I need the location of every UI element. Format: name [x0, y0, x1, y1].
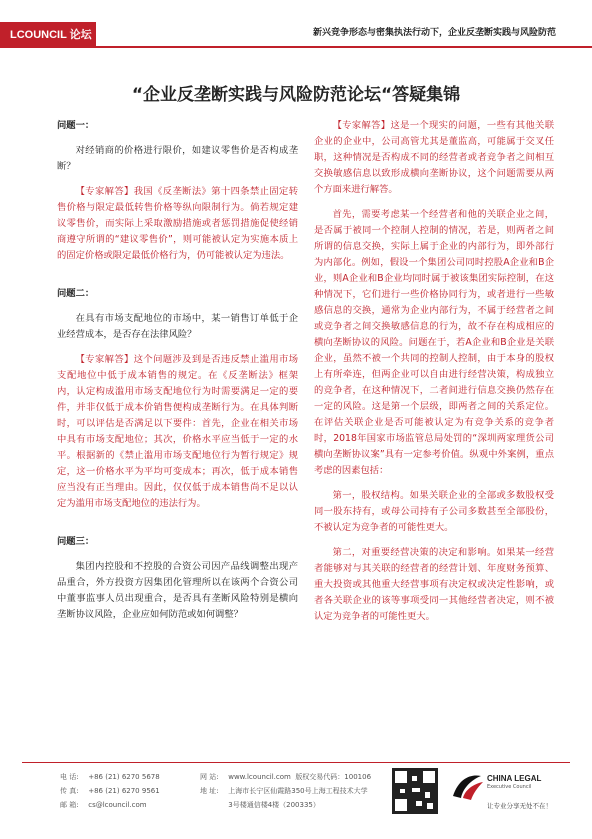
- question-3-label: 问题三：: [57, 536, 95, 547]
- page-footer: [0, 762, 592, 839]
- footer-rule: [22, 762, 570, 763]
- answer-3-paragraph-1: 【专家解答】这是一个现实的问题，一些有其他关联企业的企业中，公司高管尤其是董监高，可能属于交叉任职，这种情况是否构成不同的经营者或者竞争者之间相互交换敏感信息以致形成横向垄断协议，这个问题需要从两个方面来进行解答。: [314, 120, 554, 195]
- left-column: [57, 118, 298, 623]
- question-2-label: 问题二：: [57, 288, 95, 299]
- email-label: 邮 箱:: [60, 801, 79, 809]
- address-label: 地 址:: [200, 787, 219, 795]
- email-link[interactable]: cs@lcouncil.com: [88, 801, 147, 809]
- footer-address: [200, 770, 371, 812]
- footer-contacts: [60, 770, 160, 812]
- logo-text: CHINA LEGAL: [487, 774, 542, 783]
- answer-3-paragraph-3: 第一，股权结构。如果关联企业的全部或多数股权受同一股东持有，或母公司持有子公司多数甚至全部股份，不被认定为竞争者的可能性更大。: [314, 490, 554, 533]
- footer-slogan: 让专业分享无处不在！: [487, 802, 552, 810]
- running-title: 新兴竞争形态与密集执法行动下，企业反垄断实践与风险防范: [312, 28, 556, 38]
- question-1-text: 对经销商的价格进行限价，如建议零售价是否构成垄断？: [57, 145, 298, 172]
- header-rule: [96, 46, 592, 48]
- answer-3-paragraph-4: 第二，对重要经营决策的决定和影响。如果某一经营者能够对与其关联的经营者的经营计划、年度财务预算、重大投资或其他重大经营事项有决定权或决定性影响，或者各关联企业的该等事项受同一其他经营者决定，则不被认定为竞争者的可能性更大。: [314, 547, 554, 622]
- address-line-2: 3号楼通信楼4楼（200335）: [228, 801, 320, 809]
- answer-2-text: 【专家解答】这个问题涉及到是否违反禁止滥用市场支配地位中低于成本销售的规定。在《反垄断法》框架内，认定构成滥用市场支配地位行为时需要满足一定的要件，并非仅低于成本价销售便构成垄断行为。在具体判断时，可以评估是否满足以下要件：首先，企业在相关市场中具有市场支配地位；其次，价格水平应当低于一定的水平。根据新的《禁止滥用市场支配地位行为暂行规定》规定，这一价格水平为平均可变成本；再次，低于成本销售应当没有正当理由。因此，仅仅低于成本销售尚不足以认定为滥用市场支配地位的违法行为。: [57, 354, 298, 509]
- fax-label: 传 真:: [60, 787, 79, 795]
- phone-value: +86 (21) 6270 5678: [88, 773, 160, 781]
- question-3-text: 集团内控股和不控股的合资公司因产品线调整出现产品重合，外方投资方因集团化管理所以在该两个合资公司中董事监事人员出现重合，是否具有垄断风险特别是横向垄断协议风险，企业应如何防范或如何调整？: [57, 561, 298, 620]
- address-line-1: 上海市长宁区仙霞路350号上海工程技术大学: [228, 787, 368, 795]
- website-link[interactable]: www.lcouncil.com: [228, 773, 291, 781]
- question-1-label: 问题一：: [57, 120, 95, 131]
- logo-subtext: Executive Council: [487, 784, 532, 790]
- phone-label: 电 话:: [60, 773, 79, 781]
- china-legal-logo-icon: [449, 770, 485, 802]
- fax-value: +86 (21) 6270 9561: [88, 787, 160, 795]
- brand-label: LCOUNCIL 论坛: [0, 22, 96, 48]
- question-2-text: 在具有市场支配地位的市场中，某一销售订单低于企业经营成本，是否存在法律风险？: [57, 313, 298, 340]
- page-header: [0, 22, 592, 48]
- qr-code-icon: [392, 768, 438, 814]
- right-column: [314, 118, 554, 625]
- website-label: 网 站:: [200, 773, 219, 781]
- postcode: 版权交易代码：100106: [295, 773, 372, 781]
- answer-1-text: 【专家解答】我国《反垄断法》第十四条禁止固定转售价格与限定最低转售价格等纵向限制行为。倘若规定建议零售价，而实际上采取激励措施或者惩罚措施促使经销商遵守所谓的“建议零售价”，则可能被认定为实施本质上的固定价格或限定最低价格行为，仍可能被认定为违法。: [57, 186, 298, 261]
- answer-3-paragraph-2: 首先，需要考虑某一个经营者和他的关联企业之间，是否属于被同一个控制人控制的情况，若是，则两者之间所谓的信息交换，实际上属于企业的内部行为，即外部行为内部化。例如，假设一个集团公司同时控股A企业和B企业，则A企业和B企业均同时属于被该集团实际控制，在这种情况下，它们进行一些价格协同行为，或者进行一些敏感信息的交换，通常为企业内部行为，不属于经营者之间或竞争者之间交换敏感信息的行为，故不存在构成相应的横向垄断协议的风险。问题在于，若A企业和B企业是关联企业，虽然不被一个共同的控制人控制，由于本身的股权上有所牵连，但两企业可以自由进行经营决策，构成独立的竞争者，在这种情况下，二者间进行信息交换仍然存在一定的风险。这是第一个层级，即两者之间的关系定位。在评估关联企业是否可能被认定为有竞争关系的竞争者时，2018年国家市场监管总局处罚的“深圳两家理货公司横向垄断协议案”具有一定参考价值。纵观中外案例，重点考虑的因素包括：: [314, 209, 554, 476]
- page-title: “企业反垄断实践与风险防范论坛“答疑集锦: [131, 85, 461, 105]
